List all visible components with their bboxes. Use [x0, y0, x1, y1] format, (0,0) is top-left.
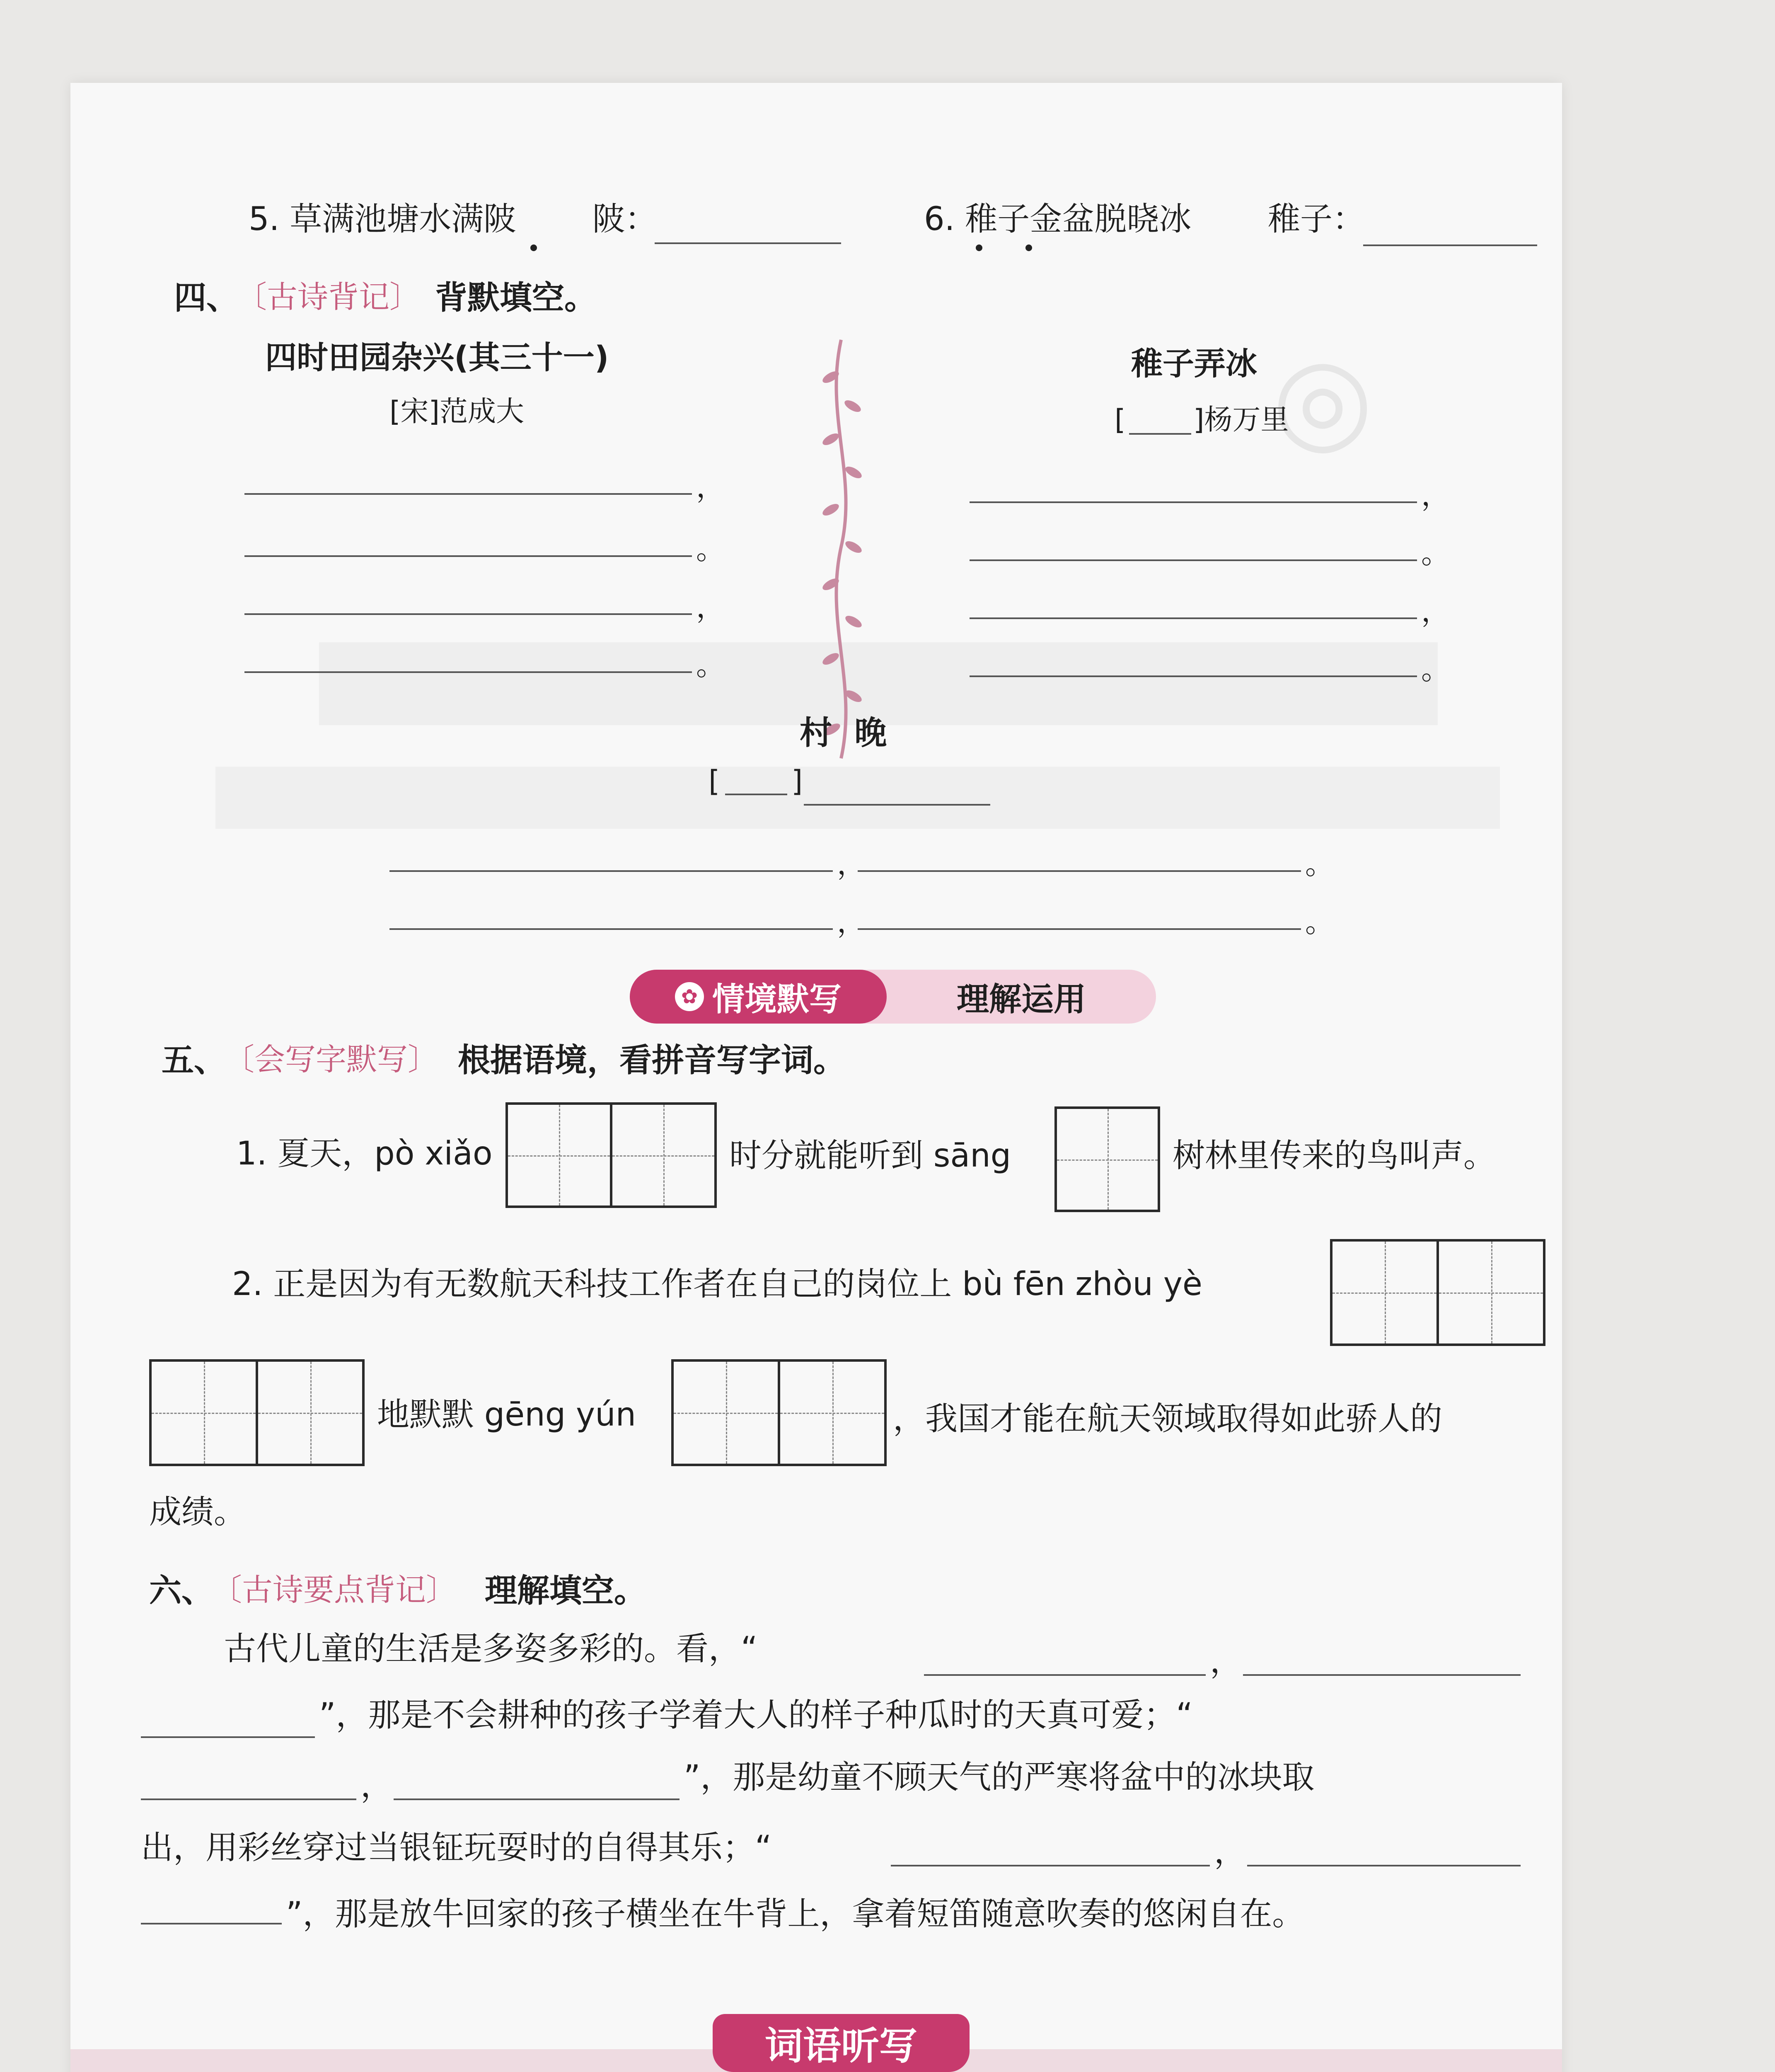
poem3-bracket-open: [ — [709, 764, 720, 798]
poem2-punct2: 。 — [1421, 536, 1450, 570]
q2-part2: 地默默 gēng yún — [377, 1396, 636, 1433]
poem2-title: 稚子弄冰 — [1131, 345, 1257, 382]
banner-left-label: 情境默写 — [712, 981, 842, 1018]
item6-answer-line[interactable] — [1363, 244, 1537, 246]
poem1-line1[interactable] — [244, 493, 692, 495]
section6-title: 理解填空。 — [485, 1572, 647, 1610]
poem1-punct3: ， — [696, 590, 725, 624]
poem2-punct1: ， — [1421, 478, 1450, 512]
emphasis-dot — [530, 244, 537, 251]
q2-part4: 成绩。 — [149, 1493, 247, 1531]
poem2-dynasty-blank[interactable] — [1129, 433, 1191, 435]
q1-grid-poxiao[interactable] — [505, 1102, 717, 1208]
poem3-line2[interactable] — [858, 870, 1301, 872]
section5-tag: 〔会写字默写〕 — [224, 1042, 438, 1077]
s6-line5: ”，那是放牛回家的孩子横坐在牛背上，拿着短笛随意吹奏的悠闲自在。 — [286, 1895, 1305, 1933]
section4-title: 背默填空。 — [435, 279, 597, 317]
s6-blank2-cont[interactable] — [141, 1736, 315, 1738]
poem1-line3[interactable] — [244, 613, 692, 615]
poem3-punct1: ， — [837, 847, 866, 881]
bleed-through-band — [215, 764, 1500, 829]
poem3-punct2: 。 — [1305, 847, 1334, 881]
s6-comma2: ， — [360, 1767, 393, 1804]
worksheet-page — [70, 83, 1562, 2072]
section5-number: 五、 — [162, 1042, 227, 1079]
item6-word: 稚子： — [1268, 201, 1365, 238]
q1-part3: 树林里传来的鸟叫声。 — [1173, 1137, 1496, 1174]
medal-icon: ✿ — [675, 982, 704, 1011]
s6-line2: ”，那是不会耕种的孩子学着大人的样子种瓜时的天真可爱；“ — [319, 1697, 1193, 1734]
poem1-line2[interactable] — [244, 555, 692, 557]
s6-blank3[interactable] — [141, 1798, 356, 1800]
section4-tag: 〔古诗背记〕 — [236, 279, 420, 315]
poem3-line3[interactable] — [389, 928, 833, 930]
item5-word: 陂： — [592, 201, 658, 238]
poem1-line4[interactable] — [244, 671, 692, 673]
poem2-line3[interactable] — [970, 617, 1417, 619]
s6-blank2[interactable] — [1243, 1674, 1521, 1676]
dictation-title: 词语听写 — [713, 2014, 970, 2072]
q2-grid-bufen[interactable] — [1330, 1239, 1545, 1346]
s6-blank4[interactable] — [394, 1798, 680, 1800]
item5-answer-line[interactable] — [655, 242, 841, 244]
bleed-through-mark: ◎ — [1272, 332, 1374, 467]
s6-comma3: ， — [1214, 1833, 1247, 1871]
poem3-punct3: ， — [837, 905, 866, 939]
poem2-line4[interactable] — [970, 675, 1417, 677]
q1-part2: 时分就能听到 sāng — [729, 1137, 1011, 1174]
poem2-line2[interactable] — [970, 559, 1417, 561]
poem3-bracket-close: ] — [791, 764, 803, 798]
poem3-punct4: 。 — [1305, 905, 1334, 939]
poem2-punct4: 。 — [1421, 652, 1450, 686]
item6-text: 6. 稚子金盆脱晓冰 — [924, 201, 1192, 238]
poem1-punct4: 。 — [696, 648, 725, 682]
vine-divider-icon — [808, 332, 874, 767]
s6-blank6-cont[interactable] — [141, 1923, 282, 1924]
poem1-punct1: ， — [696, 470, 725, 504]
section4-number: 四、 — [174, 279, 239, 317]
poem3-dynasty-blank[interactable] — [725, 794, 787, 795]
section6-number: 六、 — [149, 1572, 214, 1610]
poem2-line1[interactable] — [970, 501, 1417, 503]
q2-grid-zhouye[interactable] — [149, 1359, 365, 1466]
bleed-through-band — [319, 642, 1438, 725]
item5-text: 5. 草满池塘水满陂 — [249, 201, 516, 238]
emphasis-dot — [1025, 244, 1032, 251]
s6-comma1: ， — [1210, 1643, 1243, 1680]
poem1-author: [宋]范成大 — [389, 395, 525, 428]
poem1-title: 四时田园杂兴(其三十一) — [265, 339, 609, 376]
s6-blank5[interactable] — [891, 1865, 1210, 1866]
section-banner — [630, 970, 1156, 1024]
poem2-punct3: ， — [1421, 594, 1450, 628]
poem3-author-blank[interactable] — [804, 804, 990, 806]
s6-blank1[interactable] — [924, 1674, 1206, 1676]
poem3-line1[interactable] — [389, 870, 833, 872]
q2-grid-gengyun[interactable] — [671, 1359, 887, 1466]
s6-line1: 古代儿童的生活是多姿多彩的。看，“ — [224, 1630, 758, 1668]
section6-tag: 〔古诗要点背记〕 — [211, 1572, 457, 1608]
poem1-punct2: 。 — [696, 532, 725, 566]
q1-part1: 1. 夏天，pò xiǎo — [236, 1135, 493, 1172]
poem3-title: 村 晚 — [800, 714, 887, 752]
section5-title: 根据语境，看拼音写字词。 — [458, 1042, 846, 1079]
s6-line3: ”，那是幼童不顾天气的严寒将盆中的冰块取 — [684, 1759, 1315, 1796]
banner-right-label: 理解运用 — [956, 981, 1086, 1018]
poem2-author: ]杨万里 — [1193, 404, 1289, 436]
s6-blank6[interactable] — [1247, 1865, 1521, 1866]
emphasis-dot — [976, 244, 982, 251]
q2-part3: ，我国才能在航天领域取得如此骄人的 — [893, 1400, 1443, 1438]
s6-line4: 出，用彩丝穿过当银钲玩耍时的自得其乐；“ — [141, 1829, 772, 1866]
q2-part1: 2. 正是因为有无数航天科技工作者在自己的岗位上 bù fēn zhòu yè — [232, 1266, 1202, 1303]
poem3-line4[interactable] — [858, 928, 1301, 930]
banner-left — [630, 970, 887, 1024]
poem2-author-open: [ — [1115, 404, 1126, 436]
q1-grid-sang[interactable] — [1054, 1106, 1160, 1212]
